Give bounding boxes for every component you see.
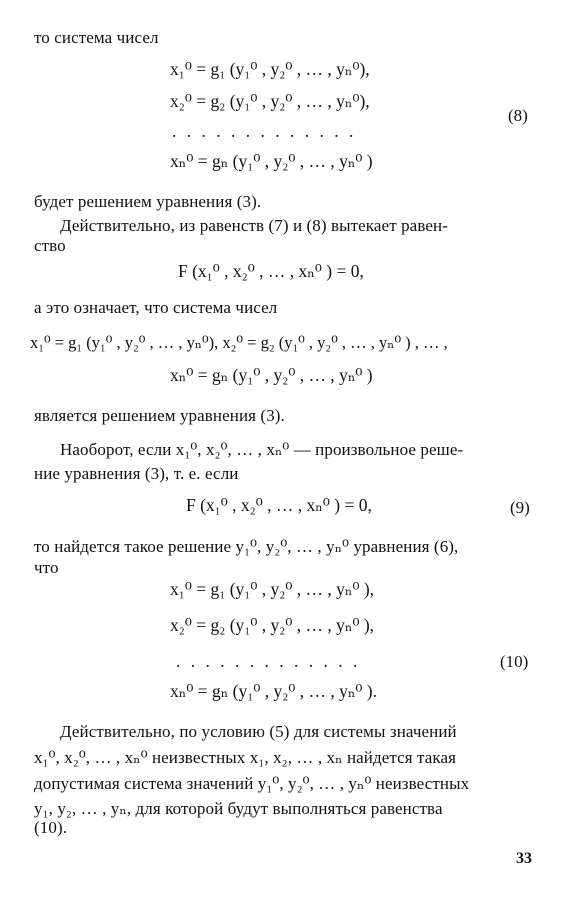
page-number: 33 xyxy=(516,850,532,867)
text-line: Наоборот, если x₁⁰, x₂⁰, … , xₙ⁰ — произвольное реше- xyxy=(60,440,464,459)
equation-long-row-2: xₙ⁰ = gₙ (y₁⁰ , y₂⁰ , … , yₙ⁰ ) xyxy=(170,365,373,385)
equation-10-row-1: x₁⁰ = g₁ (y₁⁰ , y₂⁰ , … , yₙ⁰ ), xyxy=(170,579,375,599)
equation-long-row-1: x₁⁰ = g₁ (y₁⁰ , y₂⁰ , … , yₙ⁰), x₂⁰ = g₂ (y₁⁰ , y₂⁰ , … , yₙ⁰ ) , … , xyxy=(30,333,448,352)
text-line: будет решением уравнения (3). xyxy=(34,192,262,211)
text-line: y₁, y₂, … , yₙ, для которой будут выполняться равенства xyxy=(34,799,443,818)
text-line: а это означает, что система чисел xyxy=(34,298,278,317)
equation-8-row-1: x₁⁰ = g₁ (y₁⁰ , y₂⁰ , … , yₙ⁰), xyxy=(170,59,370,79)
text-line: допустимая система значений y₁⁰, y₂⁰, … , yₙ⁰ неизвестных xyxy=(34,774,470,793)
equation-8-dots: . . . . . . . . . . . . . xyxy=(172,121,357,141)
text-line: является решением уравнения (3). xyxy=(34,406,285,425)
equation-8-row-n: xₙ⁰ = gₙ (y₁⁰ , y₂⁰ , … , yₙ⁰ ) xyxy=(170,151,373,171)
equation-number-9: (9) xyxy=(510,498,530,517)
text-line: что xyxy=(34,558,59,577)
text-line: ство xyxy=(34,236,66,255)
equation-f: F (x₁⁰ , x₂⁰ , … , xₙ⁰ ) = 0, xyxy=(178,261,364,281)
text-line: то система чисел xyxy=(34,28,159,47)
equation-9: F (x₁⁰ , x₂⁰ , … , xₙ⁰ ) = 0, xyxy=(186,495,372,515)
text-line: x₁⁰, x₂⁰, … , xₙ⁰ неизвестных x₁, x₂, … , xₙ найдется такая xyxy=(34,748,457,767)
equation-8-row-2: x₂⁰ = g₂ (y₁⁰ , y₂⁰ , … , yₙ⁰), xyxy=(170,91,370,111)
text-line: то найдется такое решение y₁⁰, y₂⁰, … , yₙ⁰ уравнения (6), xyxy=(34,537,459,556)
equation-number-8: (8) xyxy=(508,106,528,125)
equation-10-dots: . . . . . . . . . . . . . xyxy=(176,651,361,671)
equation-number-10: (10) xyxy=(500,652,529,671)
text-line: Действительно, по условию (5) для системы значений xyxy=(60,722,457,741)
text-line: Действительно, из равенств (7) и (8) вытекает равен- xyxy=(60,216,448,235)
text-line: ние уравнения (3), т. е. если xyxy=(34,464,239,483)
text-line: (10). xyxy=(34,818,68,837)
equation-10-row-n: xₙ⁰ = gₙ (y₁⁰ , y₂⁰ , … , yₙ⁰ ). xyxy=(170,681,378,701)
equation-10-row-2: x₂⁰ = g₂ (y₁⁰ , y₂⁰ , … , yₙ⁰ ), xyxy=(170,615,375,635)
